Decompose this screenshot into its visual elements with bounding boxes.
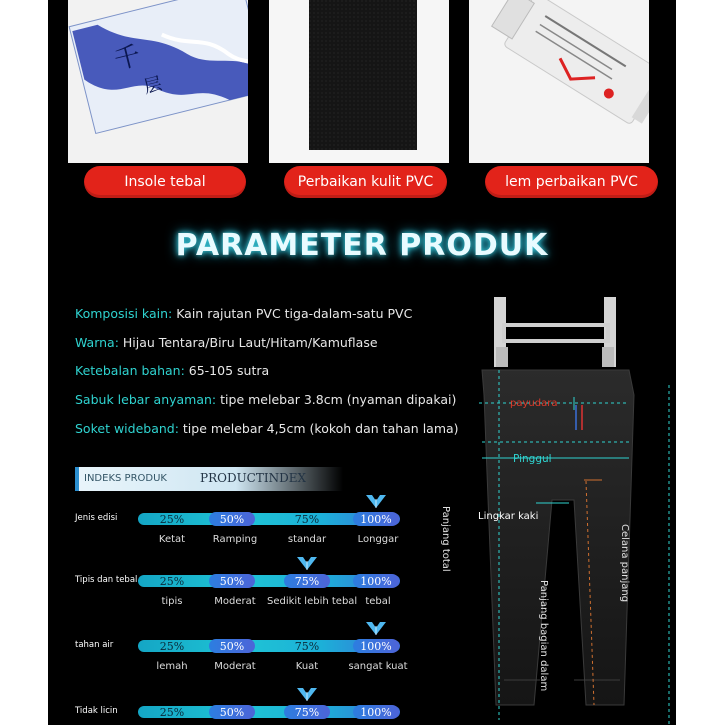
inseam-label: Panjang bagian dalam bbox=[538, 580, 549, 692]
glue-tube-icon bbox=[469, 0, 649, 163]
scale-caption: Sedikit lebih tebal bbox=[267, 596, 358, 607]
wader-body bbox=[482, 370, 634, 705]
scale-level: 100% bbox=[353, 639, 399, 653]
scale-caption: Moderat bbox=[214, 596, 256, 607]
scale-level: 75% bbox=[294, 512, 320, 526]
insole-package-icon bbox=[68, 0, 248, 163]
chest-label: payudara bbox=[510, 398, 558, 409]
page-title: PARAMETER PRODUK bbox=[175, 228, 549, 263]
scale-level: 25% bbox=[159, 512, 185, 526]
param-key: Komposisi kain: bbox=[75, 306, 173, 321]
param-key: Ketebalan bahan: bbox=[75, 363, 185, 378]
scale-caption: Kuat bbox=[295, 661, 319, 672]
scale-level: 100% bbox=[353, 705, 399, 719]
svg-text:千: 千 bbox=[111, 40, 144, 77]
glue-tube-photo bbox=[469, 0, 649, 163]
param-key: Sabuk lebar anyaman: bbox=[75, 392, 217, 407]
scale-label: Tipis dan tebal bbox=[75, 575, 138, 585]
product-detail-panel bbox=[48, 0, 676, 725]
selected-marker-icon bbox=[295, 686, 319, 704]
header-accent-bar bbox=[75, 467, 79, 491]
scale-caption: standar bbox=[287, 534, 327, 545]
scale-level: 50% bbox=[209, 512, 255, 526]
scale-caption: lemah bbox=[156, 661, 188, 672]
insole-label: Insole tebal bbox=[84, 166, 246, 198]
param-key: Warna: bbox=[75, 335, 119, 350]
scale-level: 50% bbox=[209, 639, 255, 653]
wader-diagram bbox=[424, 285, 676, 725]
scale-level: 25% bbox=[159, 705, 185, 719]
scale-level: 75% bbox=[284, 574, 330, 588]
selected-marker-icon bbox=[364, 620, 388, 638]
pvc-patch-icon bbox=[269, 0, 449, 163]
scale-label: tahan air bbox=[75, 640, 114, 650]
scale-level: 75% bbox=[284, 705, 330, 719]
pvc-patch-label: Perbaikan kulit PVC bbox=[284, 166, 447, 198]
pvc-patch-photo bbox=[269, 0, 449, 163]
param-value: Kain rajutan PVC tiga-dalam-satu PVC bbox=[172, 306, 413, 321]
leg-circumference-label: Lingkar kaki bbox=[478, 511, 539, 522]
scale-level: 100% bbox=[353, 574, 399, 588]
scale-level: 100% bbox=[353, 512, 399, 526]
svg-text:层: 层 bbox=[141, 73, 165, 99]
scale-caption: Longgar bbox=[357, 534, 399, 545]
selected-marker-icon bbox=[295, 555, 319, 573]
total-length-label: Panjang total bbox=[440, 506, 451, 572]
scale-caption: Ramping bbox=[212, 534, 258, 545]
scale-caption: tebal bbox=[365, 596, 391, 607]
scale-level: 25% bbox=[159, 639, 185, 653]
scale-label: Tidak licin bbox=[75, 706, 118, 716]
index-label-en: PRODUCTINDEX bbox=[200, 471, 307, 485]
insole-package-photo bbox=[68, 0, 248, 163]
glue-label: lem perbaikan PVC bbox=[485, 166, 658, 198]
scale-level: 50% bbox=[209, 705, 255, 719]
scale-label: Jenis edisi bbox=[75, 513, 118, 523]
param-color bbox=[75, 335, 378, 350]
selected-marker-icon bbox=[364, 493, 388, 511]
pants-length-label: Celana panjang bbox=[619, 524, 630, 603]
param-value: Hijau Tentara/Biru Laut/Hitam/Kamuflase bbox=[118, 335, 378, 350]
param-socket bbox=[75, 421, 459, 436]
param-value: 65-105 sutra bbox=[184, 363, 270, 378]
index-label-id: INDEKS PRODUK bbox=[84, 473, 167, 484]
param-key: Soket wideband: bbox=[75, 421, 179, 436]
hip-label: Pinggul bbox=[513, 453, 552, 465]
scale-caption: sangat kuat bbox=[348, 661, 408, 672]
param-fabric bbox=[75, 306, 412, 321]
param-thickness bbox=[75, 363, 269, 378]
param-value: tipe melebar 3.8cm (nyaman dipakai) bbox=[216, 392, 457, 407]
scale-level: 25% bbox=[159, 574, 185, 588]
param-value: tipe melebar 4,5cm (kokoh dan tahan lama) bbox=[178, 421, 459, 436]
scale-level: 50% bbox=[209, 574, 255, 588]
scale-caption: tipis bbox=[161, 596, 183, 607]
product-index-header bbox=[75, 467, 343, 491]
scale-caption: Moderat bbox=[214, 661, 256, 672]
strap-buckle bbox=[504, 325, 608, 341]
param-webbing bbox=[75, 392, 456, 407]
scale-level: 75% bbox=[294, 639, 320, 653]
scale-caption: Ketat bbox=[158, 534, 186, 545]
